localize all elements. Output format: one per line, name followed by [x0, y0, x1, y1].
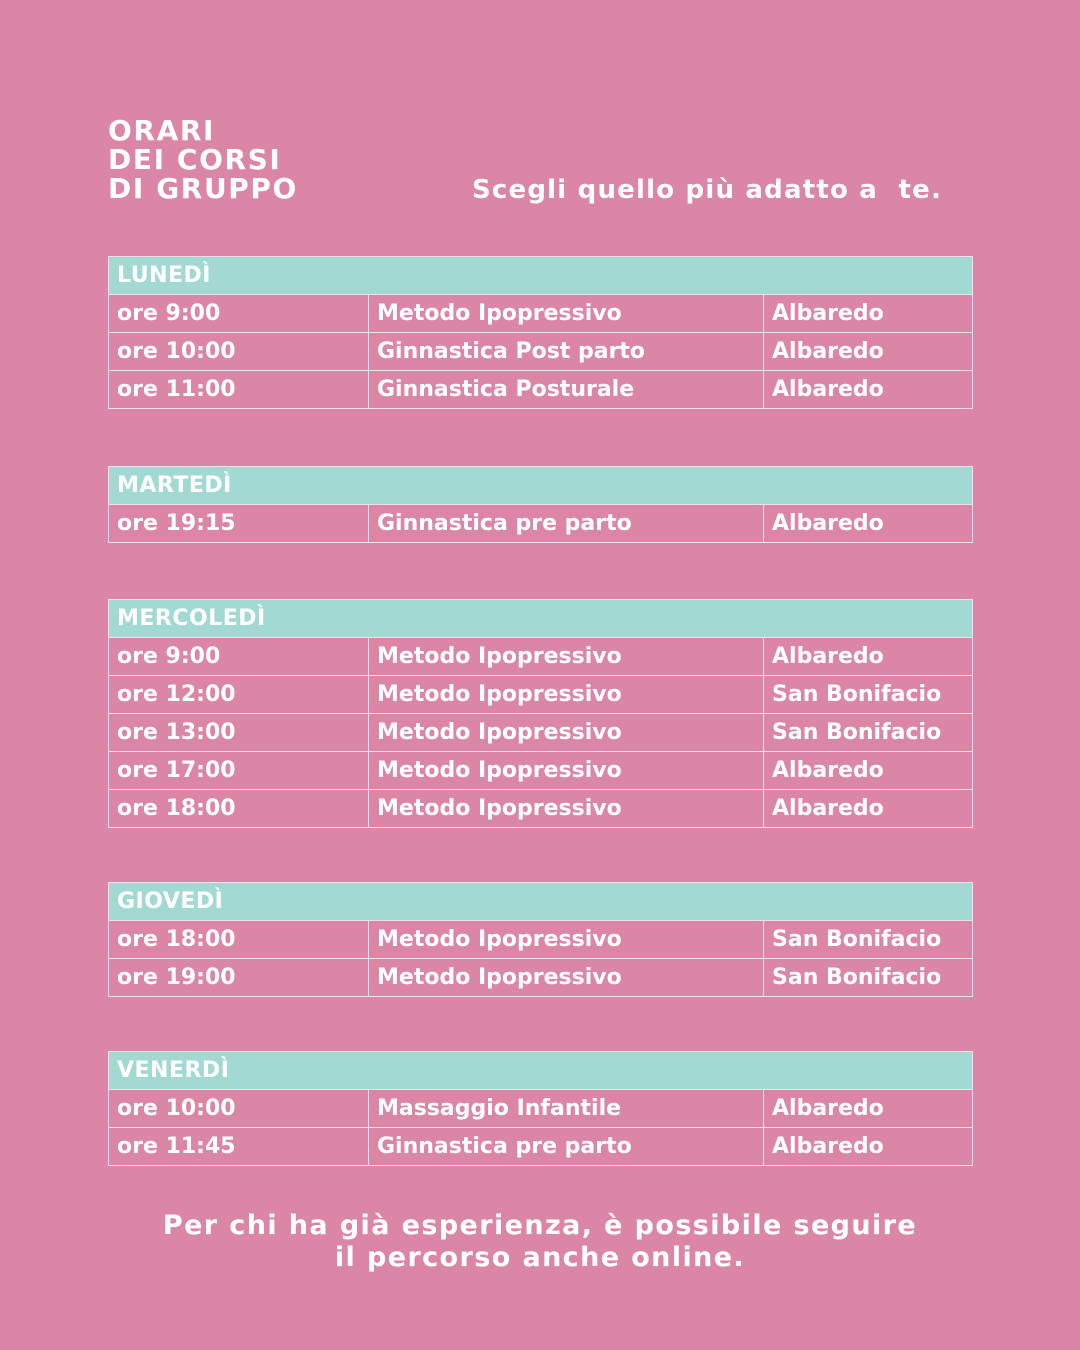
course-cell: Metodo Ipopressivo: [369, 921, 764, 959]
table-row: [109, 752, 973, 790]
place-cell: San Bonifacio: [764, 921, 973, 959]
place-cell: San Bonifacio: [764, 676, 973, 714]
table-row: [109, 676, 973, 714]
table-row: [109, 1090, 973, 1128]
place-cell: Albaredo: [764, 752, 973, 790]
time-cell: ore 10:00: [109, 1090, 369, 1128]
place-cell: Albaredo: [764, 371, 973, 409]
time-cell: ore 12:00: [109, 676, 369, 714]
title-line: DEI CORSI: [108, 143, 282, 176]
place-cell: Albaredo: [764, 333, 973, 371]
place-cell: Albaredo: [764, 638, 973, 676]
schedule-table-thursday: [108, 882, 973, 997]
table-row: [109, 333, 973, 371]
place-cell: Albaredo: [764, 1128, 973, 1166]
time-cell: ore 18:00: [109, 790, 369, 828]
schedule-table-tuesday: [108, 466, 973, 543]
course-cell: Metodo Ipopressivo: [369, 295, 764, 333]
schedule-table-wednesday: [108, 599, 973, 828]
footer-line: il percorso anche online.: [334, 1242, 746, 1273]
place-cell: Albaredo: [764, 1090, 973, 1128]
time-cell: ore 9:00: [109, 638, 369, 676]
table-row: [109, 295, 973, 333]
time-cell: ore 19:15: [109, 505, 369, 543]
page-title: [108, 116, 298, 203]
place-cell: Albaredo: [764, 295, 973, 333]
title-line: DI GRUPPO: [108, 172, 298, 205]
table-row: [109, 714, 973, 752]
schedule-table-friday: [108, 1051, 973, 1166]
schedule-table-monday: [108, 256, 973, 409]
time-cell: ore 17:00: [109, 752, 369, 790]
place-cell: Albaredo: [764, 790, 973, 828]
table-row: [109, 790, 973, 828]
day-header: MARTEDÌ: [109, 467, 973, 505]
table-row: [109, 959, 973, 997]
page-subtitle: Scegli quello più adatto a te.: [472, 175, 943, 205]
time-cell: ore 9:00: [109, 295, 369, 333]
course-cell: Metodo Ipopressivo: [369, 714, 764, 752]
table-row: [109, 638, 973, 676]
time-cell: ore 11:45: [109, 1128, 369, 1166]
course-cell: Metodo Ipopressivo: [369, 752, 764, 790]
table-row: [109, 921, 973, 959]
course-cell: Metodo Ipopressivo: [369, 790, 764, 828]
footer-note: [0, 1210, 1080, 1274]
time-cell: ore 13:00: [109, 714, 369, 752]
day-header: VENERDÌ: [109, 1052, 973, 1090]
time-cell: ore 10:00: [109, 333, 369, 371]
course-cell: Massaggio Infantile: [369, 1090, 764, 1128]
course-cell: Ginnastica pre parto: [369, 1128, 764, 1166]
course-cell: Metodo Ipopressivo: [369, 638, 764, 676]
table-row: [109, 1128, 973, 1166]
footer-line: Per chi ha già esperienza, è possibile seguire: [162, 1210, 918, 1241]
course-cell: Metodo Ipopressivo: [369, 676, 764, 714]
place-cell: San Bonifacio: [764, 714, 973, 752]
day-header: LUNEDÌ: [109, 257, 973, 295]
title-line: ORARI: [108, 114, 216, 147]
time-cell: ore 18:00: [109, 921, 369, 959]
time-cell: ore 19:00: [109, 959, 369, 997]
course-cell: Ginnastica pre parto: [369, 505, 764, 543]
course-cell: Metodo Ipopressivo: [369, 959, 764, 997]
table-row: [109, 505, 973, 543]
day-header: GIOVEDÌ: [109, 883, 973, 921]
place-cell: San Bonifacio: [764, 959, 973, 997]
course-cell: Ginnastica Posturale: [369, 371, 764, 409]
table-row: [109, 371, 973, 409]
place-cell: Albaredo: [764, 505, 973, 543]
course-cell: Ginnastica Post parto: [369, 333, 764, 371]
day-header: MERCOLEDÌ: [109, 600, 973, 638]
time-cell: ore 11:00: [109, 371, 369, 409]
